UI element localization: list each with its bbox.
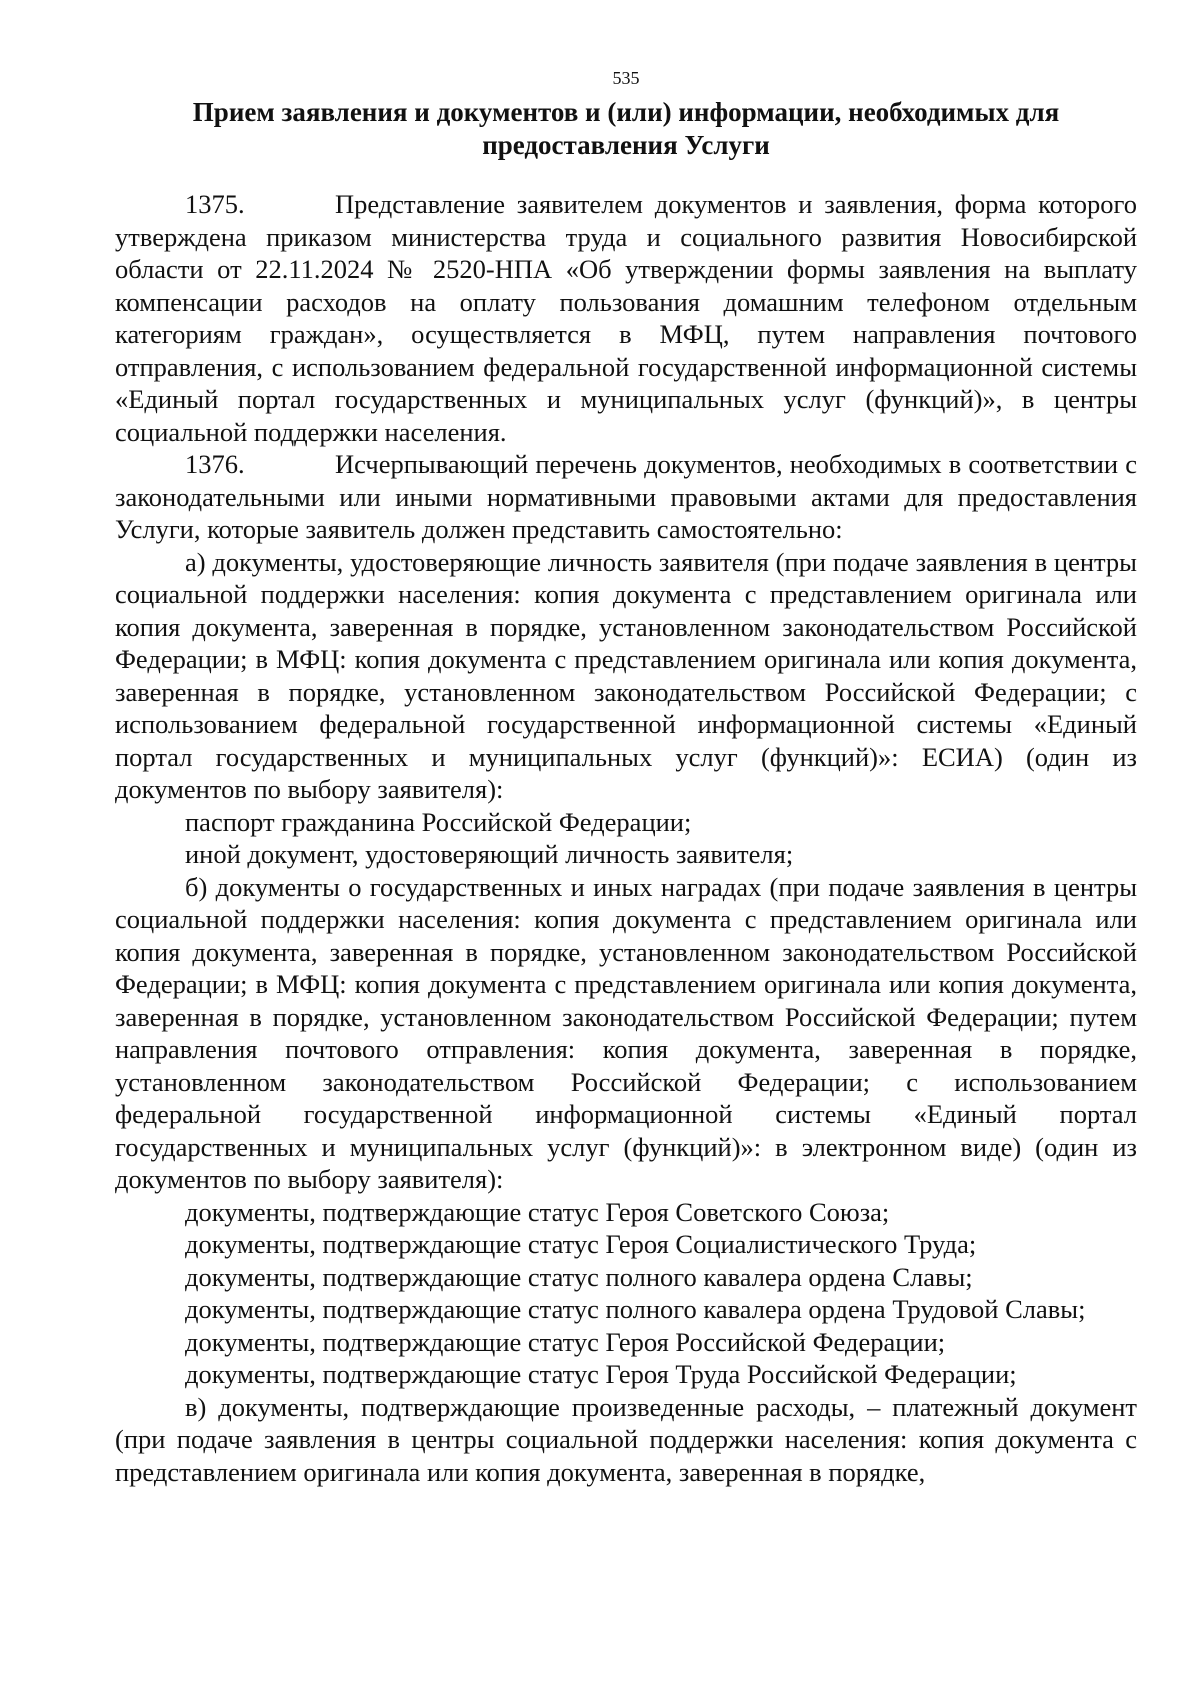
paragraph-text: документы, подтверждающие статус полного кавалера ордена Трудовой Славы; xyxy=(185,1294,1086,1324)
list-item xyxy=(115,838,1137,871)
paragraph-text: паспорт гражданина Российской Федерации; xyxy=(185,806,692,837)
paragraph-text: Исчерпывающий перечень документов, необходимых в соответствии с законодательными или иными нормативными правовыми актами для предоставления Услуги, которые заявитель должен представить самостоятельно: xyxy=(115,449,1137,544)
list-item xyxy=(115,806,1137,839)
document-body xyxy=(115,188,1137,1488)
list-item xyxy=(115,1326,1137,1359)
paragraph-number: 1376. xyxy=(185,449,245,479)
list-item xyxy=(115,1293,1137,1326)
document-page xyxy=(115,66,1137,1488)
paragraph-text: документы, подтверждающие статус Героя Советского Союза; xyxy=(185,1196,890,1227)
paragraph-text: иной документ, удостоверяющий личность заявителя; xyxy=(185,839,794,869)
list-item xyxy=(115,1228,1137,1261)
section-title: Прием заявления и документов и (или) информации, необходимых для предоставления Услуги xyxy=(192,97,1060,160)
paragraph-text: документы, подтверждающие статус Героя Социалистического Труда; xyxy=(185,1229,977,1259)
paragraph-text: б) документы о государственных и иных наградах (при подаче заявления в центры социальной поддержки населения: копия документа с представлением оригинала или копия документа, заверенная в порядке, установленном законодательством Российской Федерации; в МФЦ: копия документа с представлением оригинала или копия документа, заверенная в порядке, установленном законодательством Российской Федерации; путем направления почтового отправления: копия документа, заверенная в порядке, установленном законодательством Российской Федерации; с использованием федеральной государственной информационной системы «Единый портал государственных и муниципальных услуг (функций)»: в электронном виде) (один из документов по выбору заявителя): xyxy=(115,871,1137,1194)
list-item xyxy=(115,1261,1137,1294)
paragraph-text: а) документы, удостоверяющие личность заявителя (при подаче заявления в центры социальной поддержки населения: копия документа с представлением оригинала или копия документа, заверенная в порядке, установленном законодательством Российской Федерации; в МФЦ: копия документа с представлением оригинала или копия документа, заверенная в порядке, установленном законодательством Российской Федерации; с использованием федеральной государственной информационной системы «Единый портал государственных и муниципальных услуг (функций)»: ЕСИА) (один из документов по выбору заявителя): xyxy=(115,546,1137,804)
paragraph-number: 1375. xyxy=(185,189,245,219)
paragraph xyxy=(115,871,1137,1196)
numbered-paragraph xyxy=(115,188,1137,448)
paragraph-text: документы, подтверждающие статус Героя Российской Федерации; xyxy=(185,1326,946,1357)
paragraph xyxy=(115,1391,1137,1489)
paragraph-text: документы, подтверждающие статус Героя Труда Российской Федерации; xyxy=(185,1359,1017,1389)
paragraph xyxy=(115,546,1137,806)
list-item xyxy=(115,1358,1137,1391)
paragraph-text: в) документы, подтверждающие произведенные расходы, – платежный документ (при подаче заявления в центры социальной поддержки населения: копия документа с представлением оригинала или копия документа, заверенная в порядке, xyxy=(115,1391,1137,1487)
paragraph-text: документы, подтверждающие статус полного кавалера ордена Славы; xyxy=(185,1261,973,1292)
paragraph-text: Представление заявителем документов и заявления, форма которого утверждена приказом министерства труда и социального развития Новосибирской области от 22.11.2024 № 2520-НПА «Об утверждении формы заявления на выплату компенсации расходов на оплату пользования домашним телефоном отдельным категориям граждан», осуществляется в МФЦ, путем направления почтового отправления, с использованием федеральной государственной информационной системы «Единый портал государственных и муниципальных услуг (функций)», в центры социальной поддержки населения. xyxy=(115,189,1137,447)
list-item xyxy=(115,1196,1137,1229)
page-number: 535 xyxy=(612,68,640,88)
numbered-paragraph xyxy=(115,448,1137,546)
